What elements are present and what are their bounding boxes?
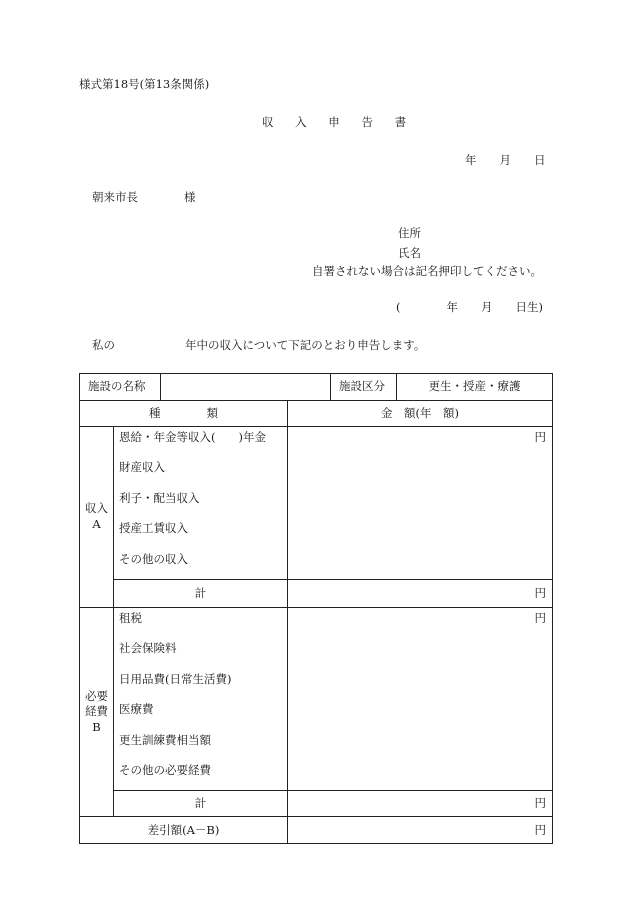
income-item: 利子・配当収入 [119,490,200,505]
expense-item: 医療費 [119,702,154,717]
expense-subtotal-field[interactable]: 円 [288,791,553,817]
address-label: 住所 [398,226,421,240]
facility-row [80,374,553,401]
expense-subtotal-row [80,791,553,817]
income-declaration-table [79,373,553,844]
declaration-prefix: 私の [92,338,115,352]
expense-items-row [80,607,553,790]
expense-subtotal-label: 計 [114,791,288,817]
income-amount-field[interactable]: 円 [288,427,553,580]
date-line: 年 月 日 [465,153,546,167]
income-item: その他の収入 [119,551,188,566]
expense-item: 更生訓練費相当額 [119,732,211,747]
expense-amount-field[interactable]: 円 [288,607,553,790]
facility-type-value: 更生・授産・療護 [397,374,553,401]
facility-type-label: 施設区分 [331,374,397,401]
name-label: 氏名 [398,246,421,260]
income-section-label: 収入 A [80,427,114,608]
income-items [114,427,288,580]
income-subtotal-row [80,579,553,607]
expense-item: 社会保険料 [119,641,177,656]
addressee-mayor: 朝来市長 [92,190,138,204]
income-items-row [80,427,553,580]
income-item: 授産工賃収入 [119,521,188,536]
declaration-text: 年中の収入について下記のとおり申告します。 [185,338,426,352]
form-title: 収 入 申 告 書 [262,115,416,129]
income-subtotal-label: 計 [114,579,288,607]
income-item: 恩給・年金等収入( )年金 [119,430,266,444]
col-amount-header: 金 額(年 額) [288,401,553,427]
birth-date-line: ( 年 月 日生) [396,300,543,314]
header-row [80,401,553,427]
expense-item: その他の必要経費 [119,762,211,777]
difference-row [80,817,553,844]
income-subtotal-field[interactable]: 円 [288,579,553,607]
income-item: 財産収入 [119,460,165,475]
facility-name-label: 施設の名称 [80,374,161,401]
expense-item: 日用品費(日常生活費) [119,671,232,686]
difference-label: 差引額(A－B) [80,817,288,844]
col-kind-header: 種 類 [80,401,288,427]
seal-note: 自署されない場合は記名押印してください。 [312,264,542,278]
expense-item: 租税 [119,610,142,625]
difference-field[interactable]: 円 [288,817,553,844]
facility-name-field[interactable] [161,374,331,401]
addressee-honorific: 様 [184,190,196,204]
expense-items [114,607,288,790]
form-number: 様式第18号(第13条関係) [79,77,210,91]
expense-section-label: 必要 経費 B [80,607,114,816]
